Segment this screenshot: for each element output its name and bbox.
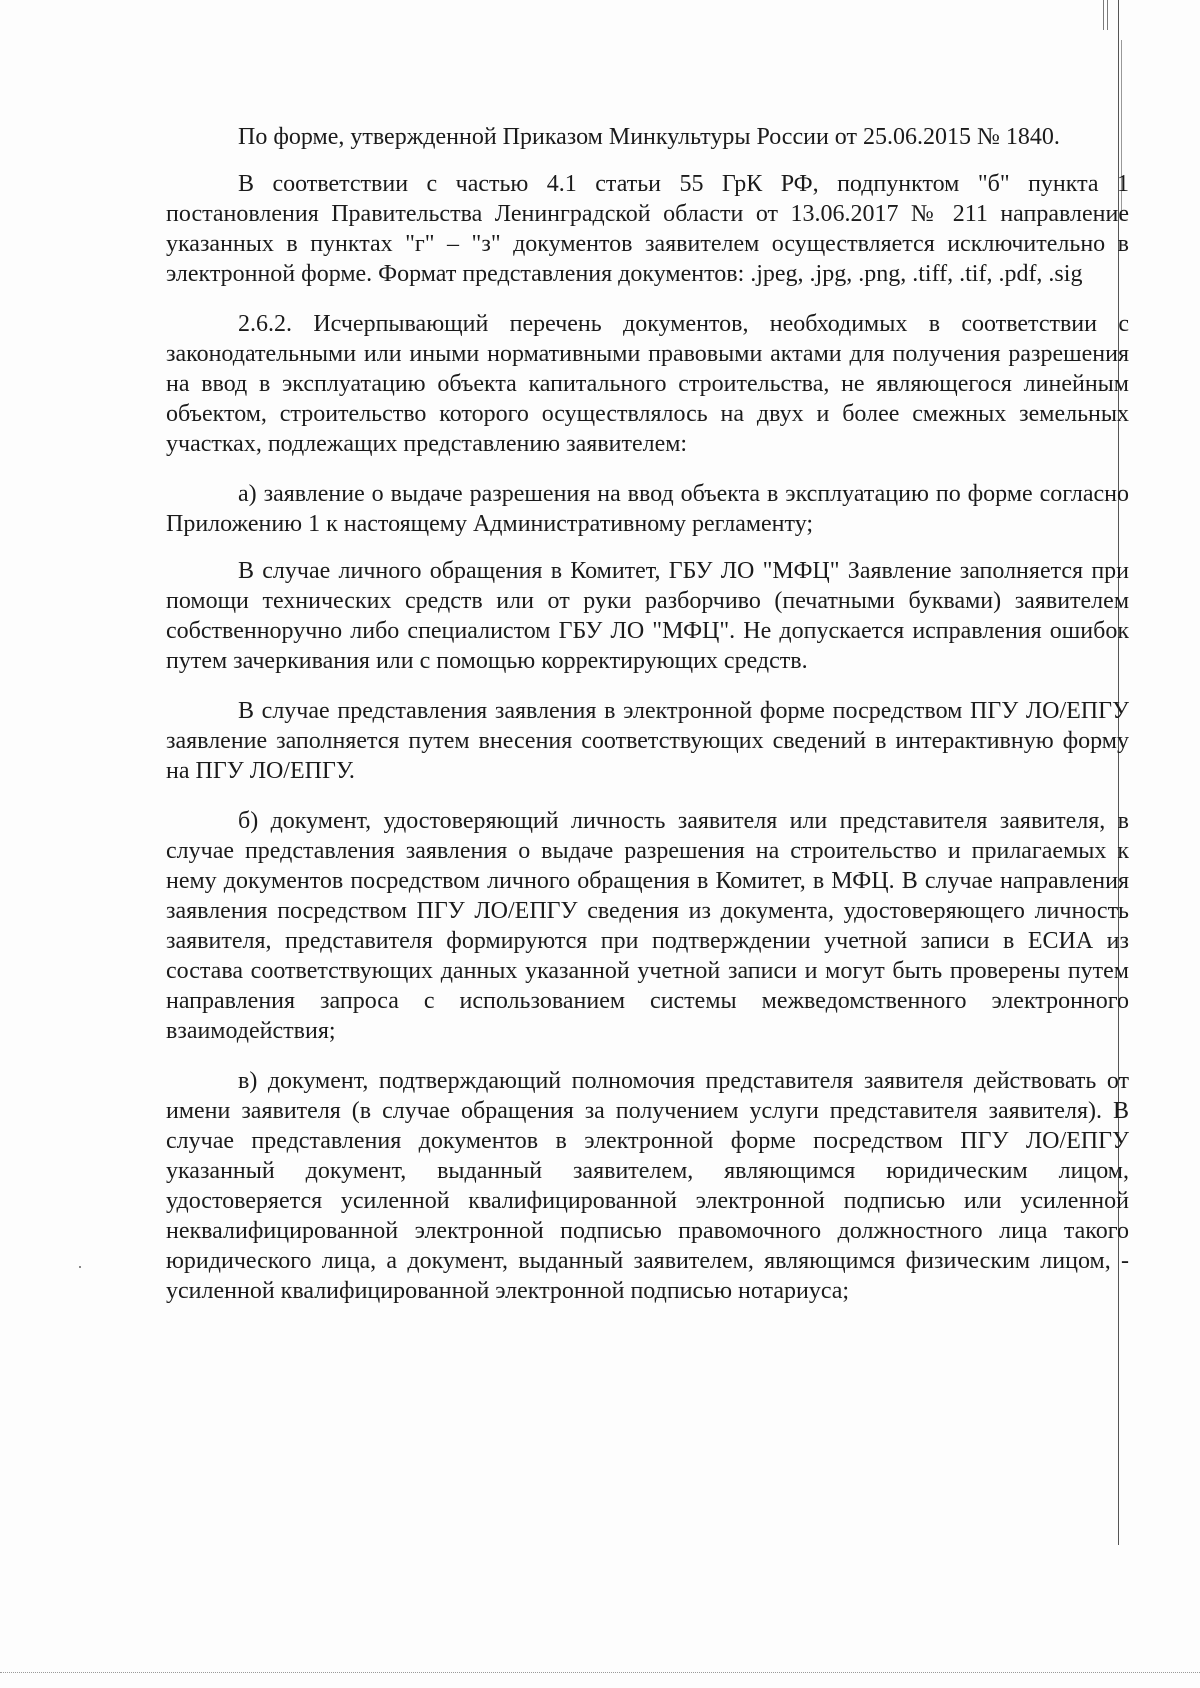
paragraph-form-reference: По форме, утвержденной Приказом Минкультуры России от 25.06.2015 № 1840. [238, 124, 1060, 150]
paragraph-personal-visit: В случае личного обращения в Комитет, ГБУ ЛО "МФЦ" Заявление заполняется при помощи технических средств или от руки разборчиво (печатными буквами) заявителем собственноручно либо специалистом ГБУ ЛО "МФЦ". Не допускается исправления ошибок путем зачеркивания или с помощью корректирующих средств. [166, 558, 1129, 674]
paragraph-electronic-format: В соответствии с частью 4.1 статьи 55 ГрК РФ, подпунктом "б" пункта 1 постановления Правительства Ленинградской области от 13.06.2017 № 211 направление указанных в пунктах "г" – "з" документов заявителем осуществляется исключительно в электронной форме. Формат представления документов: .jpeg, .jpg, .png, .tiff, .tif, .pdf, .sig [166, 171, 1129, 287]
paragraph-item-a: а) заявление о выдаче разрешения на ввод объекта в эксплуатацию по форме согласно Приложению 1 к настоящему Административному регламенту; [166, 481, 1129, 537]
scan-speck [79, 1266, 81, 1268]
paragraph-electronic-submission: В случае представления заявления в электронной форме посредством ПГУ ЛО/ЕПГУ заявление заполняется путем внесения соответствующих сведений в интерактивную форму на ПГУ ЛО/ЕПГУ. [166, 698, 1129, 784]
paragraph-item-b: б) документ, удостоверяющий личность заявителя или представителя заявителя, в случае представления заявления о выдаче разрешения на строительство и прилагаемых к нему документов посредством личного обращения в Комитет, в МФЦ. В случае направления заявления посредством ПГУ ЛО/ЕПГУ сведения из документа, удостоверяющего личность заявителя, представителя формируются при подтверждении учетной записи в ЕСИА из состава соответствующих данных указанной учетной записи и могут быть проверены путем направления запроса с использованием системы межведомственного электронного взаимодействия; [166, 808, 1129, 1044]
paragraph-section-2-6-2: 2.6.2. Исчерпывающий перечень документов, необходимых в соответствии с законодательными или иными нормативными правовыми актами для получения разрешения на ввод в эксплуатацию объекта капитального строительства, не являющегося линейным объектом, строительство которого осуществлялось на двух и более смежных земельных участках, подлежащих представлению заявителем: [166, 311, 1129, 457]
scan-bottom-edge [0, 1672, 1200, 1673]
scan-artifact-line [1103, 0, 1104, 30]
scan-artifact-line [1107, 0, 1108, 30]
paragraph-item-v: в) документ, подтверждающий полномочия представителя заявителя действовать от имени заявителя (в случае обращения за получением услуги представителя заявителя). В случае представления документов в электронной форме посредством ПГУ ЛО/ЕПГУ указанный документ, выданный заявителем, являющимся юридическим лицом, удостоверяется усиленной квалифицированной электронной подписью или усиленной неквалифицированной электронной подписью правомочного должностного лица такого юридического лица, а документ, выданный заявителем, являющимся физическим лицом, - усиленной квалифицированной электронной подписью нотариуса; [166, 1068, 1129, 1304]
document-body [166, 122, 1129, 1323]
